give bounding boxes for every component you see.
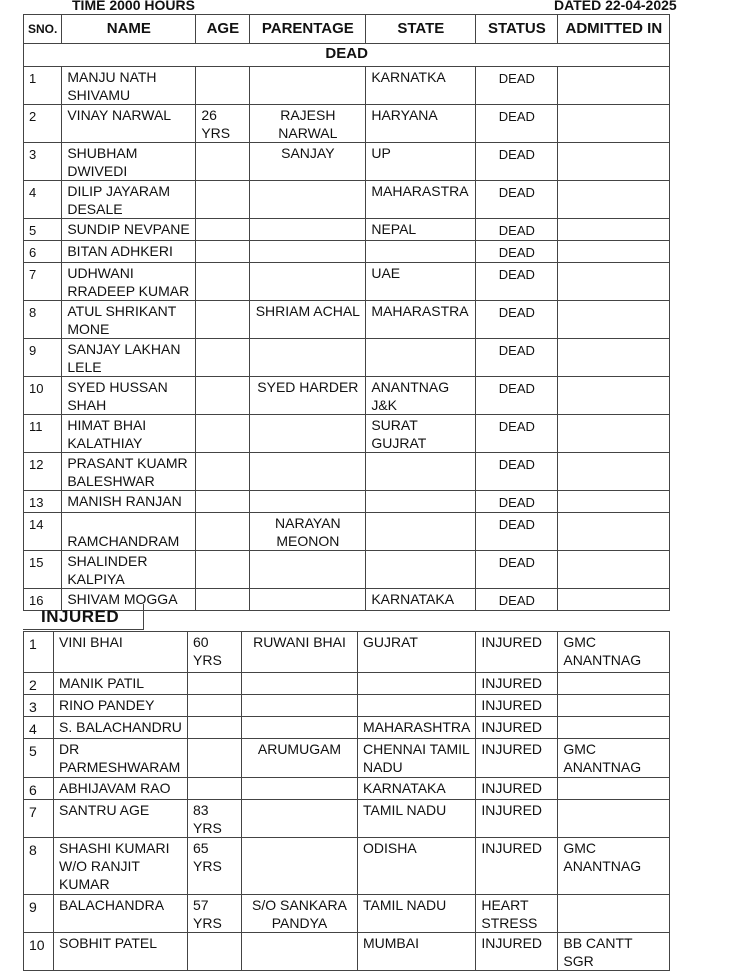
table-row	[24, 717, 670, 739]
cell-admitted-in	[558, 67, 670, 105]
cell-sno: 10	[24, 933, 54, 971]
cell-sno: 6	[24, 778, 54, 800]
cell-state	[358, 695, 476, 717]
table-row	[24, 632, 670, 673]
table-row	[24, 339, 670, 377]
cell-parentage: SANJAY	[250, 143, 366, 181]
cell-admitted-in	[558, 551, 670, 589]
cell-admitted-in: GMC ANANTNAG	[558, 739, 670, 778]
cell-state	[366, 491, 476, 513]
document-header	[0, 0, 751, 14]
cell-parentage	[242, 673, 358, 695]
cell-status: INJURED	[476, 838, 558, 895]
cell-sno: 7	[24, 263, 62, 301]
cell-parentage: SYED HARDER	[250, 377, 366, 415]
cell-name: SANTRU AGE	[54, 800, 188, 838]
cell-sno: 5	[24, 739, 54, 778]
cell-age	[196, 219, 250, 241]
cell-sno: 5	[24, 219, 62, 241]
cell-sno: 3	[24, 143, 62, 181]
cell-age	[196, 67, 250, 105]
cell-parentage: ARUMUGAM	[242, 739, 358, 778]
cell-name: SYED HUSSAN SHAH	[62, 377, 196, 415]
cell-state: ODISHA	[358, 838, 476, 895]
cell-admitted-in	[558, 181, 670, 219]
cell-parentage	[250, 453, 366, 491]
cell-admitted-in	[558, 491, 670, 513]
table-row	[24, 263, 670, 301]
cell-parentage	[250, 241, 366, 263]
injured-section-label: INJURED	[41, 607, 120, 626]
cell-age	[196, 263, 250, 301]
cell-name: RAMCHANDRAM	[62, 513, 196, 551]
cell-sno: 2	[24, 105, 62, 143]
cell-state: MUMBAI	[358, 933, 476, 971]
table-row	[24, 105, 670, 143]
cell-sno: 13	[24, 491, 62, 513]
cell-admitted-in	[558, 717, 670, 739]
cell-age	[196, 377, 250, 415]
dead-section-label: DEAD	[24, 44, 670, 67]
cell-admitted-in	[558, 513, 670, 551]
cell-parentage: NARAYAN MEONON	[250, 513, 366, 551]
cell-age	[188, 739, 242, 778]
cell-admitted-in	[558, 895, 670, 933]
cell-parentage	[242, 695, 358, 717]
cell-state: MAHARASHTRA	[358, 717, 476, 739]
cell-state	[366, 513, 476, 551]
cell-name: ABHIJAVAM RAO	[54, 778, 188, 800]
cell-status: DEAD	[476, 551, 558, 589]
table-row	[24, 301, 670, 339]
table-row	[24, 673, 670, 695]
cell-sno: 12	[24, 453, 62, 491]
cell-age: 57 YRS	[188, 895, 242, 933]
cell-status: DEAD	[476, 377, 558, 415]
cell-sno: 14	[24, 513, 62, 551]
cell-name: DR PARMESHWARAM	[54, 739, 188, 778]
cell-age	[196, 491, 250, 513]
cell-sno: 11	[24, 415, 62, 453]
cell-state: KARNATAKA	[358, 778, 476, 800]
cell-name: MANIK PATIL	[54, 673, 188, 695]
cell-state	[366, 453, 476, 491]
cell-admitted-in	[558, 673, 670, 695]
cell-parentage	[250, 67, 366, 105]
cell-name: SHASHI KUMARI W/O RANJIT KUMAR	[54, 838, 188, 895]
cell-status: INJURED	[476, 717, 558, 739]
table-row	[24, 739, 670, 778]
cell-admitted-in: GMC ANANTNAG	[558, 632, 670, 673]
injured-casualties-table	[23, 631, 670, 971]
cell-admitted-in	[558, 219, 670, 241]
cell-age	[196, 453, 250, 491]
cell-status: DEAD	[476, 181, 558, 219]
cell-status: DEAD	[476, 241, 558, 263]
cell-status: INJURED	[476, 673, 558, 695]
cell-admitted-in	[558, 105, 670, 143]
dead-section-row	[24, 44, 670, 67]
cell-parentage: RUWANI BHAI	[242, 632, 358, 673]
cell-name: RINO PANDEY	[54, 695, 188, 717]
cell-parentage: RAJESH NARWAL	[250, 105, 366, 143]
cell-state: MAHARASTRA	[366, 181, 476, 219]
cell-admitted-in	[558, 589, 670, 611]
table-row	[24, 895, 670, 933]
cell-sno: 6	[24, 241, 62, 263]
column-header-name: NAME	[62, 15, 196, 44]
cell-admitted-in	[558, 415, 670, 453]
cell-sno: 15	[24, 551, 62, 589]
cell-name: UDHWANI RRADEEP KUMAR	[62, 263, 196, 301]
cell-state: UAE	[366, 263, 476, 301]
cell-admitted-in	[558, 263, 670, 301]
cell-age: 60 YRS	[188, 632, 242, 673]
cell-sno: 16	[24, 589, 62, 611]
cell-parentage	[250, 491, 366, 513]
column-header-admitted-in: ADMITTED IN	[558, 15, 670, 44]
cell-parentage	[250, 263, 366, 301]
cell-sno: 1	[24, 632, 54, 673]
cell-state: MAHARASTRA	[366, 301, 476, 339]
cell-status: DEAD	[476, 263, 558, 301]
cell-status: DEAD	[476, 301, 558, 339]
table-row	[24, 241, 670, 263]
cell-parentage	[250, 415, 366, 453]
cell-age	[196, 415, 250, 453]
cell-name: VINAY NARWAL	[62, 105, 196, 143]
cell-sno: 7	[24, 800, 54, 838]
cell-age	[196, 143, 250, 181]
cell-age	[188, 778, 242, 800]
table-row	[24, 219, 670, 241]
table-row	[24, 800, 670, 838]
cell-admitted-in	[558, 695, 670, 717]
cell-status: DEAD	[476, 513, 558, 551]
cell-sno: 10	[24, 377, 62, 415]
cell-admitted-in	[558, 143, 670, 181]
cell-admitted-in	[558, 339, 670, 377]
cell-status: INJURED	[476, 695, 558, 717]
table-row	[24, 453, 670, 491]
table-row	[24, 778, 670, 800]
cell-state: ANANTNAG J&K	[366, 377, 476, 415]
cell-name: MANJU NATH SHIVAMU	[62, 67, 196, 105]
cell-age	[196, 301, 250, 339]
cell-admitted-in	[558, 800, 670, 838]
table-row	[24, 513, 670, 551]
cell-state: SURAT GUJRAT	[366, 415, 476, 453]
cell-age: 83 YRS	[188, 800, 242, 838]
cell-sno: 9	[24, 895, 54, 933]
date-label: DATED 22-04-2025	[554, 0, 677, 13]
cell-state: UP	[366, 143, 476, 181]
column-header-row	[24, 15, 670, 44]
cell-age	[196, 339, 250, 377]
cell-name: SUNDIP NEVPANE	[62, 219, 196, 241]
cell-sno: 8	[24, 301, 62, 339]
cell-name: SHALINDER KALPIYA	[62, 551, 196, 589]
cell-age	[196, 241, 250, 263]
cell-state: TAMIL NADU	[358, 800, 476, 838]
cell-parentage	[242, 778, 358, 800]
cell-status: DEAD	[476, 589, 558, 611]
cell-parentage: SHRIAM ACHAL	[250, 301, 366, 339]
cell-name: SANJAY LAKHAN LELE	[62, 339, 196, 377]
table-row	[24, 491, 670, 513]
cell-state: CHENNAI TAMIL NADU	[358, 739, 476, 778]
injured-section-heading	[23, 604, 144, 630]
cell-parentage	[250, 551, 366, 589]
cell-name: ATUL SHRIKANT MONE	[62, 301, 196, 339]
cell-state	[366, 339, 476, 377]
cell-admitted-in	[558, 301, 670, 339]
cell-parentage	[250, 339, 366, 377]
cell-sno: 2	[24, 673, 54, 695]
cell-parentage	[250, 219, 366, 241]
cell-status: DEAD	[476, 453, 558, 491]
cell-state: KARNATAKA	[366, 589, 476, 611]
cell-parentage	[250, 589, 366, 611]
dead-casualties-table	[23, 14, 670, 611]
cell-name: BALACHANDRA	[54, 895, 188, 933]
cell-parentage	[250, 181, 366, 219]
table-row	[24, 695, 670, 717]
cell-age: 65 YRS	[188, 838, 242, 895]
table-row	[24, 551, 670, 589]
cell-status: DEAD	[476, 143, 558, 181]
cell-status: INJURED	[476, 632, 558, 673]
cell-state: KARNATKA	[366, 67, 476, 105]
cell-state	[366, 551, 476, 589]
cell-status: INJURED	[476, 778, 558, 800]
cell-sno: 4	[24, 181, 62, 219]
cell-status: DEAD	[476, 415, 558, 453]
column-header-parentage: PARENTAGE	[250, 15, 366, 44]
cell-status: DEAD	[476, 491, 558, 513]
cell-age	[188, 695, 242, 717]
table-row	[24, 181, 670, 219]
cell-state: GUJRAT	[358, 632, 476, 673]
cell-name: SHIVAM MOGGA	[62, 589, 196, 611]
cell-name: PRASANT KUAMR BALESHWAR	[62, 453, 196, 491]
cell-parentage	[242, 800, 358, 838]
cell-age	[196, 181, 250, 219]
cell-parentage	[242, 838, 358, 895]
table-row	[24, 67, 670, 105]
cell-age	[188, 717, 242, 739]
cell-name: S. BALACHANDRU	[54, 717, 188, 739]
cell-name: DILIP JAYARAM DESALE	[62, 181, 196, 219]
cell-status: DEAD	[476, 339, 558, 377]
cell-sno: 1	[24, 67, 62, 105]
cell-state: HARYANA	[366, 105, 476, 143]
cell-status: DEAD	[476, 67, 558, 105]
cell-status: DEAD	[476, 105, 558, 143]
cell-parentage: S/O SANKARA PANDYA	[242, 895, 358, 933]
cell-name: VINI BHAI	[54, 632, 188, 673]
cell-status: INJURED	[476, 800, 558, 838]
cell-state	[358, 673, 476, 695]
column-header-state: STATE	[366, 15, 476, 44]
cell-admitted-in	[558, 377, 670, 415]
cell-sno: 8	[24, 838, 54, 895]
cell-age	[188, 673, 242, 695]
cell-state: NEPAL	[366, 219, 476, 241]
cell-admitted-in	[558, 241, 670, 263]
table-row	[24, 143, 670, 181]
cell-status: INJURED	[476, 739, 558, 778]
cell-admitted-in	[558, 778, 670, 800]
column-header-age: AGE	[196, 15, 250, 44]
column-header-status: STATUS	[476, 15, 558, 44]
cell-status: INJURED	[476, 933, 558, 971]
column-header-sno: SNO.	[24, 15, 62, 44]
cell-admitted-in: GMC ANANTNAG	[558, 838, 670, 895]
cell-status: DEAD	[476, 219, 558, 241]
cell-age	[196, 589, 250, 611]
cell-age	[196, 513, 250, 551]
cell-admitted-in	[558, 453, 670, 491]
cell-parentage	[242, 717, 358, 739]
cell-status: HEART STRESS	[476, 895, 558, 933]
cell-name: SHUBHAM DWIVEDI	[62, 143, 196, 181]
cell-state: TAMIL NADU	[358, 895, 476, 933]
cell-sno: 4	[24, 717, 54, 739]
cell-admitted-in: BB CANTT SGR	[558, 933, 670, 971]
cell-age: 26 YRS	[196, 105, 250, 143]
table-row	[24, 838, 670, 895]
cell-age	[196, 551, 250, 589]
table-row	[24, 415, 670, 453]
cell-name: SOBHIT PATEL	[54, 933, 188, 971]
time-label: TIME 2000 HOURS	[72, 0, 195, 13]
table-row	[24, 377, 670, 415]
cell-name: MANISH RANJAN	[62, 491, 196, 513]
cell-name: BITAN ADHKERI	[62, 241, 196, 263]
cell-name: HIMAT BHAI KALATHIAY	[62, 415, 196, 453]
cell-state	[366, 241, 476, 263]
cell-sno: 9	[24, 339, 62, 377]
cell-sno: 3	[24, 695, 54, 717]
